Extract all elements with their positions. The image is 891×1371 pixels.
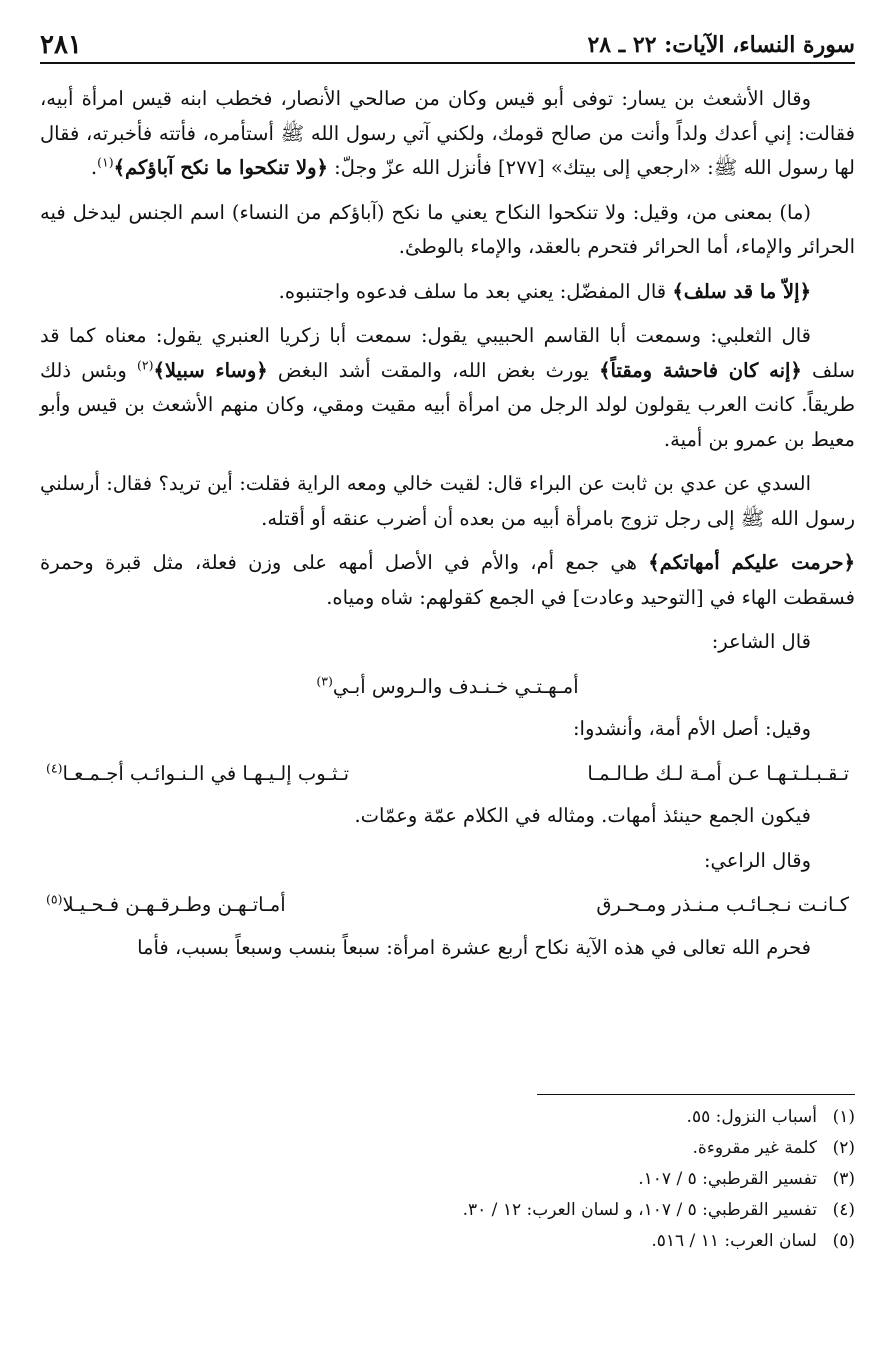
footnote-ref-4: (٤) <box>46 760 63 775</box>
paragraph-4-text-a: قال الثعلبي: وسمعت أبا القاسم الحبيبي يقول: سمعت أبا زكريا العنبري يقول: معناه كما قد سلف <box>40 324 855 382</box>
paragraph-7: قال الشاعر: <box>711 630 811 653</box>
main-text <box>40 82 855 975</box>
footnote-ref-3: (٣) <box>316 673 333 688</box>
paragraph-9: فيكون الجمع حينئذ أمهات. ومثاله في الكلام عمّة وعمّات. <box>354 804 811 827</box>
paragraph-11: فحرم الله تعالى في هذه الآية نكاح أربع عشرة امرأة: سبعاً بنسب وسبعاً بسبب، فأما <box>137 935 811 959</box>
paragraph-4 <box>40 319 855 457</box>
verse-text: أمـاتـهـن وطـرقـهـن فـحـيـلا <box>62 893 286 916</box>
verse-text: أمـهـتـي خـنـدف والـروس أبـي <box>332 674 579 698</box>
paragraph-3 <box>40 275 855 310</box>
page-number: ٢٨١ <box>40 30 82 60</box>
running-title: سورة النساء، الآيات: ٢٢ ـ ٢٨ <box>587 32 855 58</box>
footnote-item <box>300 1102 855 1133</box>
paragraph-6-text: هي جمع أم، والأم في الأصل أمهه على وزن فعلة، مثل قبرة وحمرة فسقطت الهاء في [التوحيد وعادت] في الجمع كقولهم: شاه ومياه. <box>40 551 855 609</box>
quran-quote: ﴿ولا تنكحوا ما نكح آباؤكم﴾ <box>113 156 328 179</box>
paragraph-3-text: قال المفضّل: يعني بعد ما سلف فدعوه واجتنبوه. <box>278 279 673 303</box>
paragraph-1-text: وقال الأشعث بن يسار: توفى أبو قيس وكان من صالحي الأنصار، فخطب ابنه قيس امرأة أبيه، فقالت: إني أعدك ولداً وأنت من صالح قومك، ولكني آتي رسول الله ﷺ أستأمره، فأتته فأخبرته، فقال لها رسول الله ﷺ: «ارجعي إلى بيتك» [٢٧٧] فأنزل الله عزّ وجلّ: <box>40 87 855 179</box>
footnote-text: تفسير القرطبي: ٥ / ١٠٧، و لسان العرب: ١٢ / ٣٠. <box>462 1200 817 1220</box>
footnote-text: لسان العرب: ١١ / ٥١٦. <box>651 1231 817 1251</box>
footnote-number: (١) <box>832 1107 855 1127</box>
paragraph-1-end: . <box>90 156 98 179</box>
footnotes <box>300 1102 855 1257</box>
poem-verse-3 <box>40 888 855 923</box>
verse-hemistich-right: تـقـبـلـتـهـا عـن أمـة لـك طـالـمـا <box>587 761 849 785</box>
paragraph-6 <box>40 546 855 615</box>
paragraph-2: (ما) بمعنى من، وقيل: ولا تنكحوا النكاح يعني ما نكح (آباؤكم من النساء) اسم الجنس ليدخل فيه الحرائر والإماء، أما الحرائر فتحرم بالعقد، والإماء بالوطئ. <box>40 200 855 258</box>
verse-hemistich <box>316 670 578 705</box>
footnote-item <box>300 1133 855 1164</box>
verse-hemistich-left <box>46 757 349 792</box>
footnote-number: (٢) <box>832 1138 855 1158</box>
footnote-separator <box>537 1094 855 1095</box>
paragraph-5: السدي عن عدي بن ثابت عن البراء قال: لقيت خالي ومعه الراية فقلت: أين تريد؟ فقال: أرسلني رسول الله ﷺ إلى رجل تزوج بامرأة أبيه من بعده أن أضرب عنقه أو أقتله. <box>40 472 855 530</box>
poem-verse-1 <box>40 670 855 705</box>
verse-hemistich-left <box>46 888 286 923</box>
quran-quote: ﴿إنه كان فاحشة ومقتاً﴾ <box>599 358 802 382</box>
paragraph-1 <box>40 82 855 186</box>
footnote-item <box>300 1164 855 1195</box>
quran-quote: ﴿حرمت عليكم أمهاتكم﴾ <box>648 551 855 574</box>
footnote-text: تفسير القرطبي: ٥ / ١٠٧. <box>638 1169 817 1189</box>
footnote-item <box>300 1195 855 1226</box>
page-header <box>40 24 855 64</box>
footnote-text: كلمة غير مقروءة. <box>692 1138 817 1158</box>
paragraph-4-text-c: وبئس ذلك طريقاً. كانت العرب يقولون لولد الرجل من امرأة أبيه مقيت ومقي، وكان منهم الأشعث بن قيس وأبو معيط بن عمرو بن أمية. <box>40 358 855 451</box>
verse-hemistich-right: كـانـت نـجـائـب مـنـذر ومـحـرق <box>596 893 849 916</box>
verse-text: تـثـوب إلـيـهـا في الـنـوائـب أجـمـعـا <box>62 761 350 785</box>
footnote-item <box>300 1226 855 1257</box>
footnote-number: (٤) <box>832 1200 855 1220</box>
footnote-text: أسباب النزول: ٥٥. <box>686 1107 817 1127</box>
poem-verse-2 <box>40 757 855 792</box>
paragraph-4-text-b: يورث بغض الله، والمقت أشد البغض <box>267 358 600 382</box>
paragraph-10: وقال الراعي: <box>703 848 811 872</box>
paragraph-8: وقيل: أصل الأم أمة، وأنشدوا: <box>572 717 811 740</box>
footnote-number: (٥) <box>832 1231 855 1251</box>
quran-quote: ﴿إلاّ ما قد سلف﴾ <box>672 279 811 303</box>
footnote-ref-2: (٢) <box>137 357 154 372</box>
quran-quote: ﴿وساء سبيلا﴾ <box>153 358 268 382</box>
footnote-ref-5: (٥) <box>46 891 63 907</box>
footnote-ref-1: (١) <box>97 154 114 170</box>
footnote-number: (٣) <box>832 1169 855 1189</box>
